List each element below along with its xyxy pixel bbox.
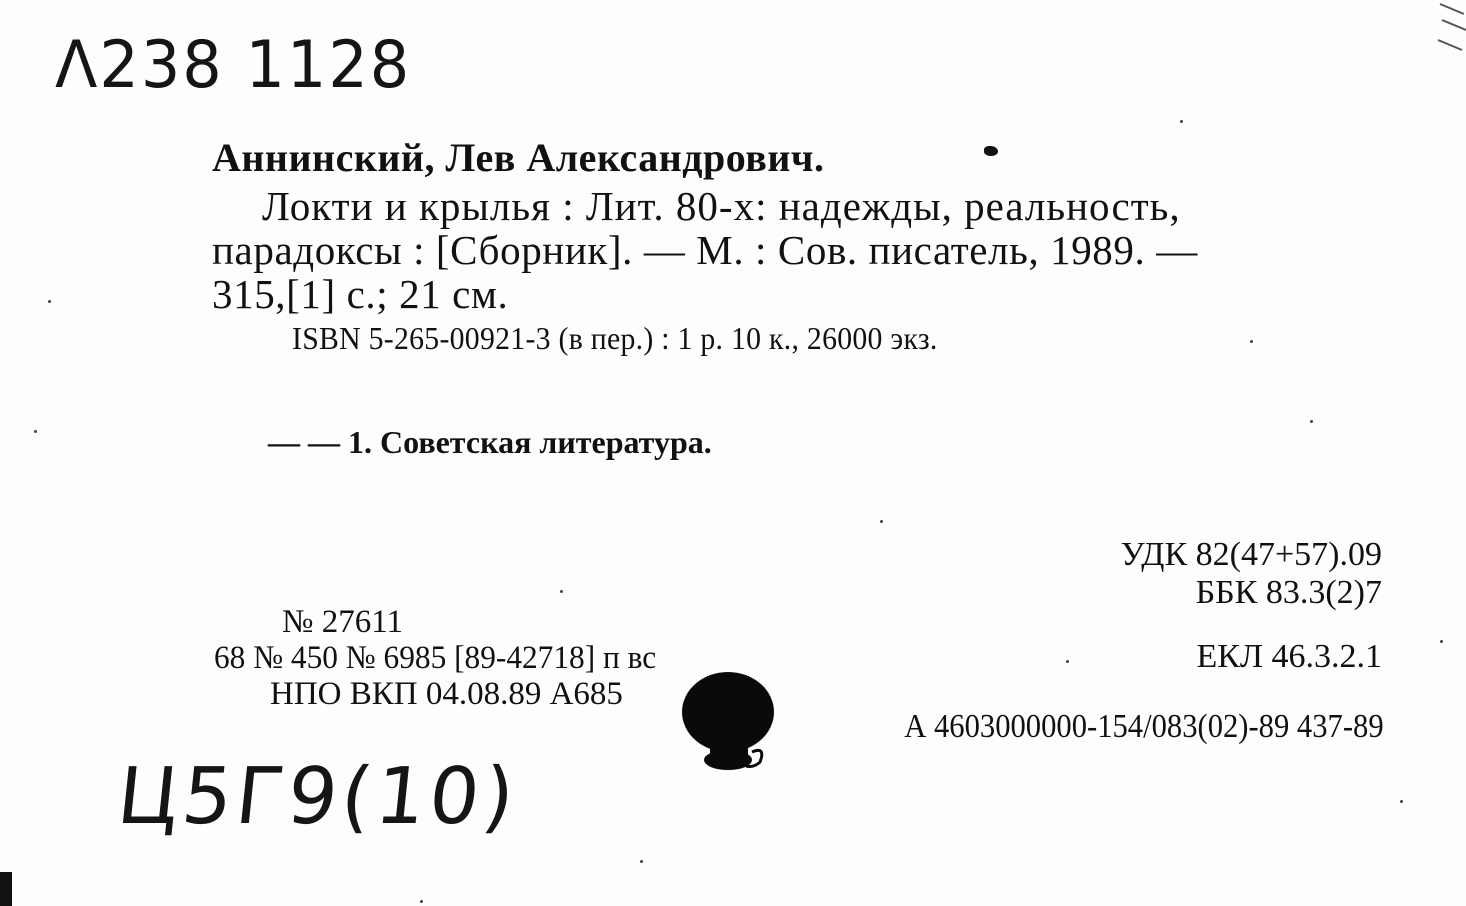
handwritten-shelf-mark: Λ238 1128: [55, 26, 412, 103]
dust-speck: [1310, 420, 1313, 423]
card-number: № 27611: [282, 604, 404, 640]
dust-speck: [560, 590, 563, 593]
dust-speck: [1066, 660, 1069, 663]
dust-speck: [1440, 640, 1443, 643]
ekl-code: ЕКЛ 46.3.2.1: [1196, 638, 1382, 675]
bbk-code: ББК 83.3(2)7: [1195, 574, 1382, 611]
subject-heading: — — 1. Советская литература.: [268, 424, 712, 460]
npo-info: НПО ВКП 04.08.89 А685: [270, 676, 623, 712]
title-line: Локти и крылья : Лит. 80-х: надежды, реальность,: [262, 183, 1181, 229]
author-heading: Аннинский, Лев Александрович.: [212, 135, 825, 180]
print-info: 68 № 450 № 6985 [89-42718] п вс: [214, 640, 657, 676]
punch-hole: [682, 672, 778, 770]
isbn-price-line: ISBN 5-265-00921-3 (в пер.) : 1 р. 10 к., 26000 экз.: [292, 320, 938, 356]
title-line: парадоксы : [Сборник]. — М. : Сов. писатель, 1989. —: [212, 227, 1198, 273]
title-line: 315,[1] с.; 21 см.: [212, 271, 509, 317]
dust-speck: [1250, 340, 1253, 343]
edge-mark: [1436, 0, 1466, 64]
udk-code: УДК 82(47+57).09: [1120, 536, 1382, 573]
dust-speck: [880, 520, 883, 523]
publisher-code: А 4603000000-154/083(02)-89 437-89: [904, 708, 1384, 745]
dust-speck: [1400, 800, 1403, 803]
dust-speck: [1180, 120, 1183, 123]
dust-speck: [48, 300, 51, 303]
edge-mark: [0, 872, 12, 906]
dust-speck: [420, 900, 423, 903]
ink-speck: [984, 146, 998, 156]
handwritten-classification-code: Ц5Г9(10): [113, 752, 523, 842]
dust-speck: [640, 860, 643, 863]
dust-speck: [34, 430, 37, 433]
